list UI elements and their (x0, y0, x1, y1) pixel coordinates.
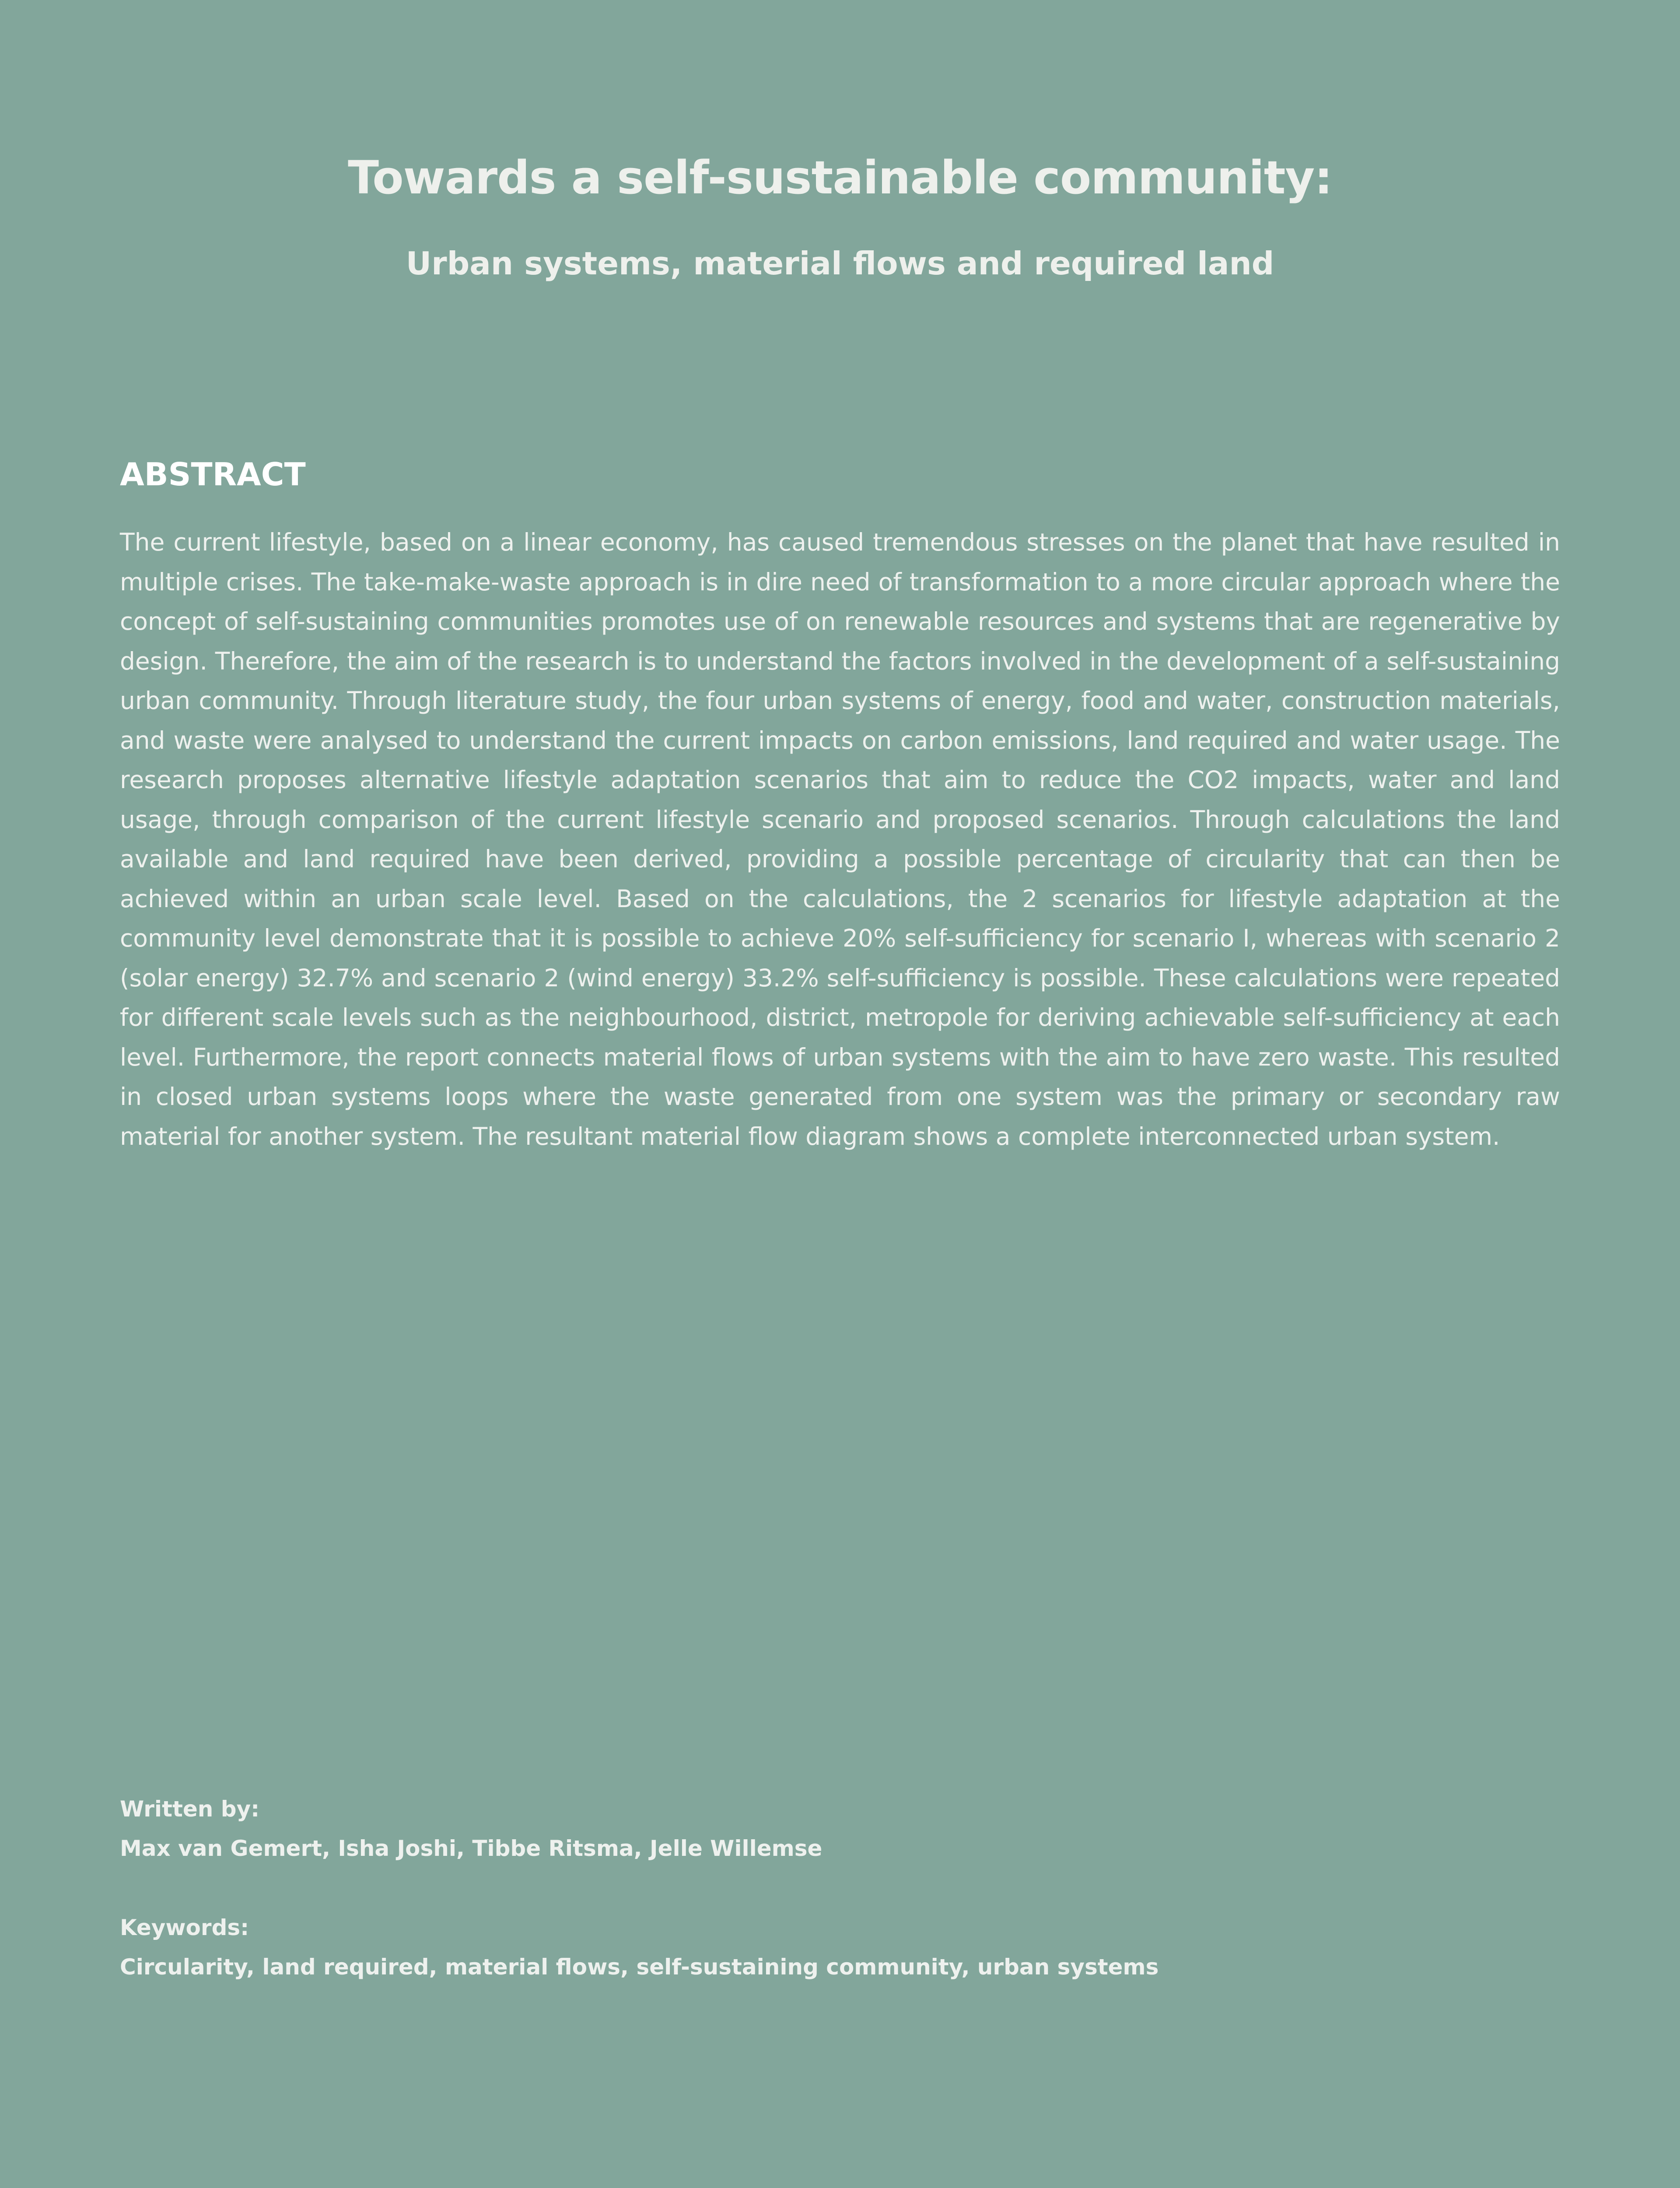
authors-label: Written by: (120, 1796, 260, 1822)
document-subtitle: Urban systems, material flows and required land (406, 245, 1274, 282)
abstract-body: The current lifestyle, based on a linear economy, has caused tremendous stresses on the planet that have resulted in multiple crises. The take-make-waste approach is in dire need of transformation to a more circular approach where the concept of self-sustaining communities promotes use of on renewable resources and systems that are regenerative by design. Therefore, the aim of the research is to understand the factors involved in the development of a self-sustaining urban community. Through literature study, the four urban systems of energy, food and water, construction materials, and waste were analysed to understand the current impacts on carbon emissions, land required and water usage. The research proposes alternative lifestyle adaptation scenarios that aim to reduce the CO2 impacts, water and land usage, through comparison of the current lifestyle scenario and proposed scenarios. Through calculations the land available and land required have been derived, providing a possible percentage of circularity that can then be achieved within an urban scale level. Based on the calculations, the 2 scenarios for lifestyle adaptation at the community level demonstrate that it is possible to achieve 20% self-sufficiency for scenario I, whereas with scenario 2 (solar energy) 32.7% and scenario 2 (wind energy) 33.2% self-sufficiency is possible. These calculations were repeated for different scale levels such as the neighbourhood, district, metropole for deriving achievable self-sufficiency at each level. Furthermore, the report connects material flows of urban systems with the aim to have zero waste. This resulted in closed urban systems loops where the waste generated from one system was the primary or secondary raw material for another system. The resultant material flow diagram shows a complete interconnected urban system. (120, 528, 1560, 1150)
document-title: Towards a self-sustainable community: (348, 151, 1332, 204)
keywords-label: Keywords: (120, 1915, 249, 1940)
authors-names: Max van Gemert, Isha Joshi, Tibbe Ritsma, Jelle Willemse (120, 1836, 822, 1861)
keywords-values: Circularity, land required, material flows, self-sustaining community, urban systems (120, 1954, 1159, 1980)
abstract-heading: ABSTRACT (120, 456, 306, 493)
